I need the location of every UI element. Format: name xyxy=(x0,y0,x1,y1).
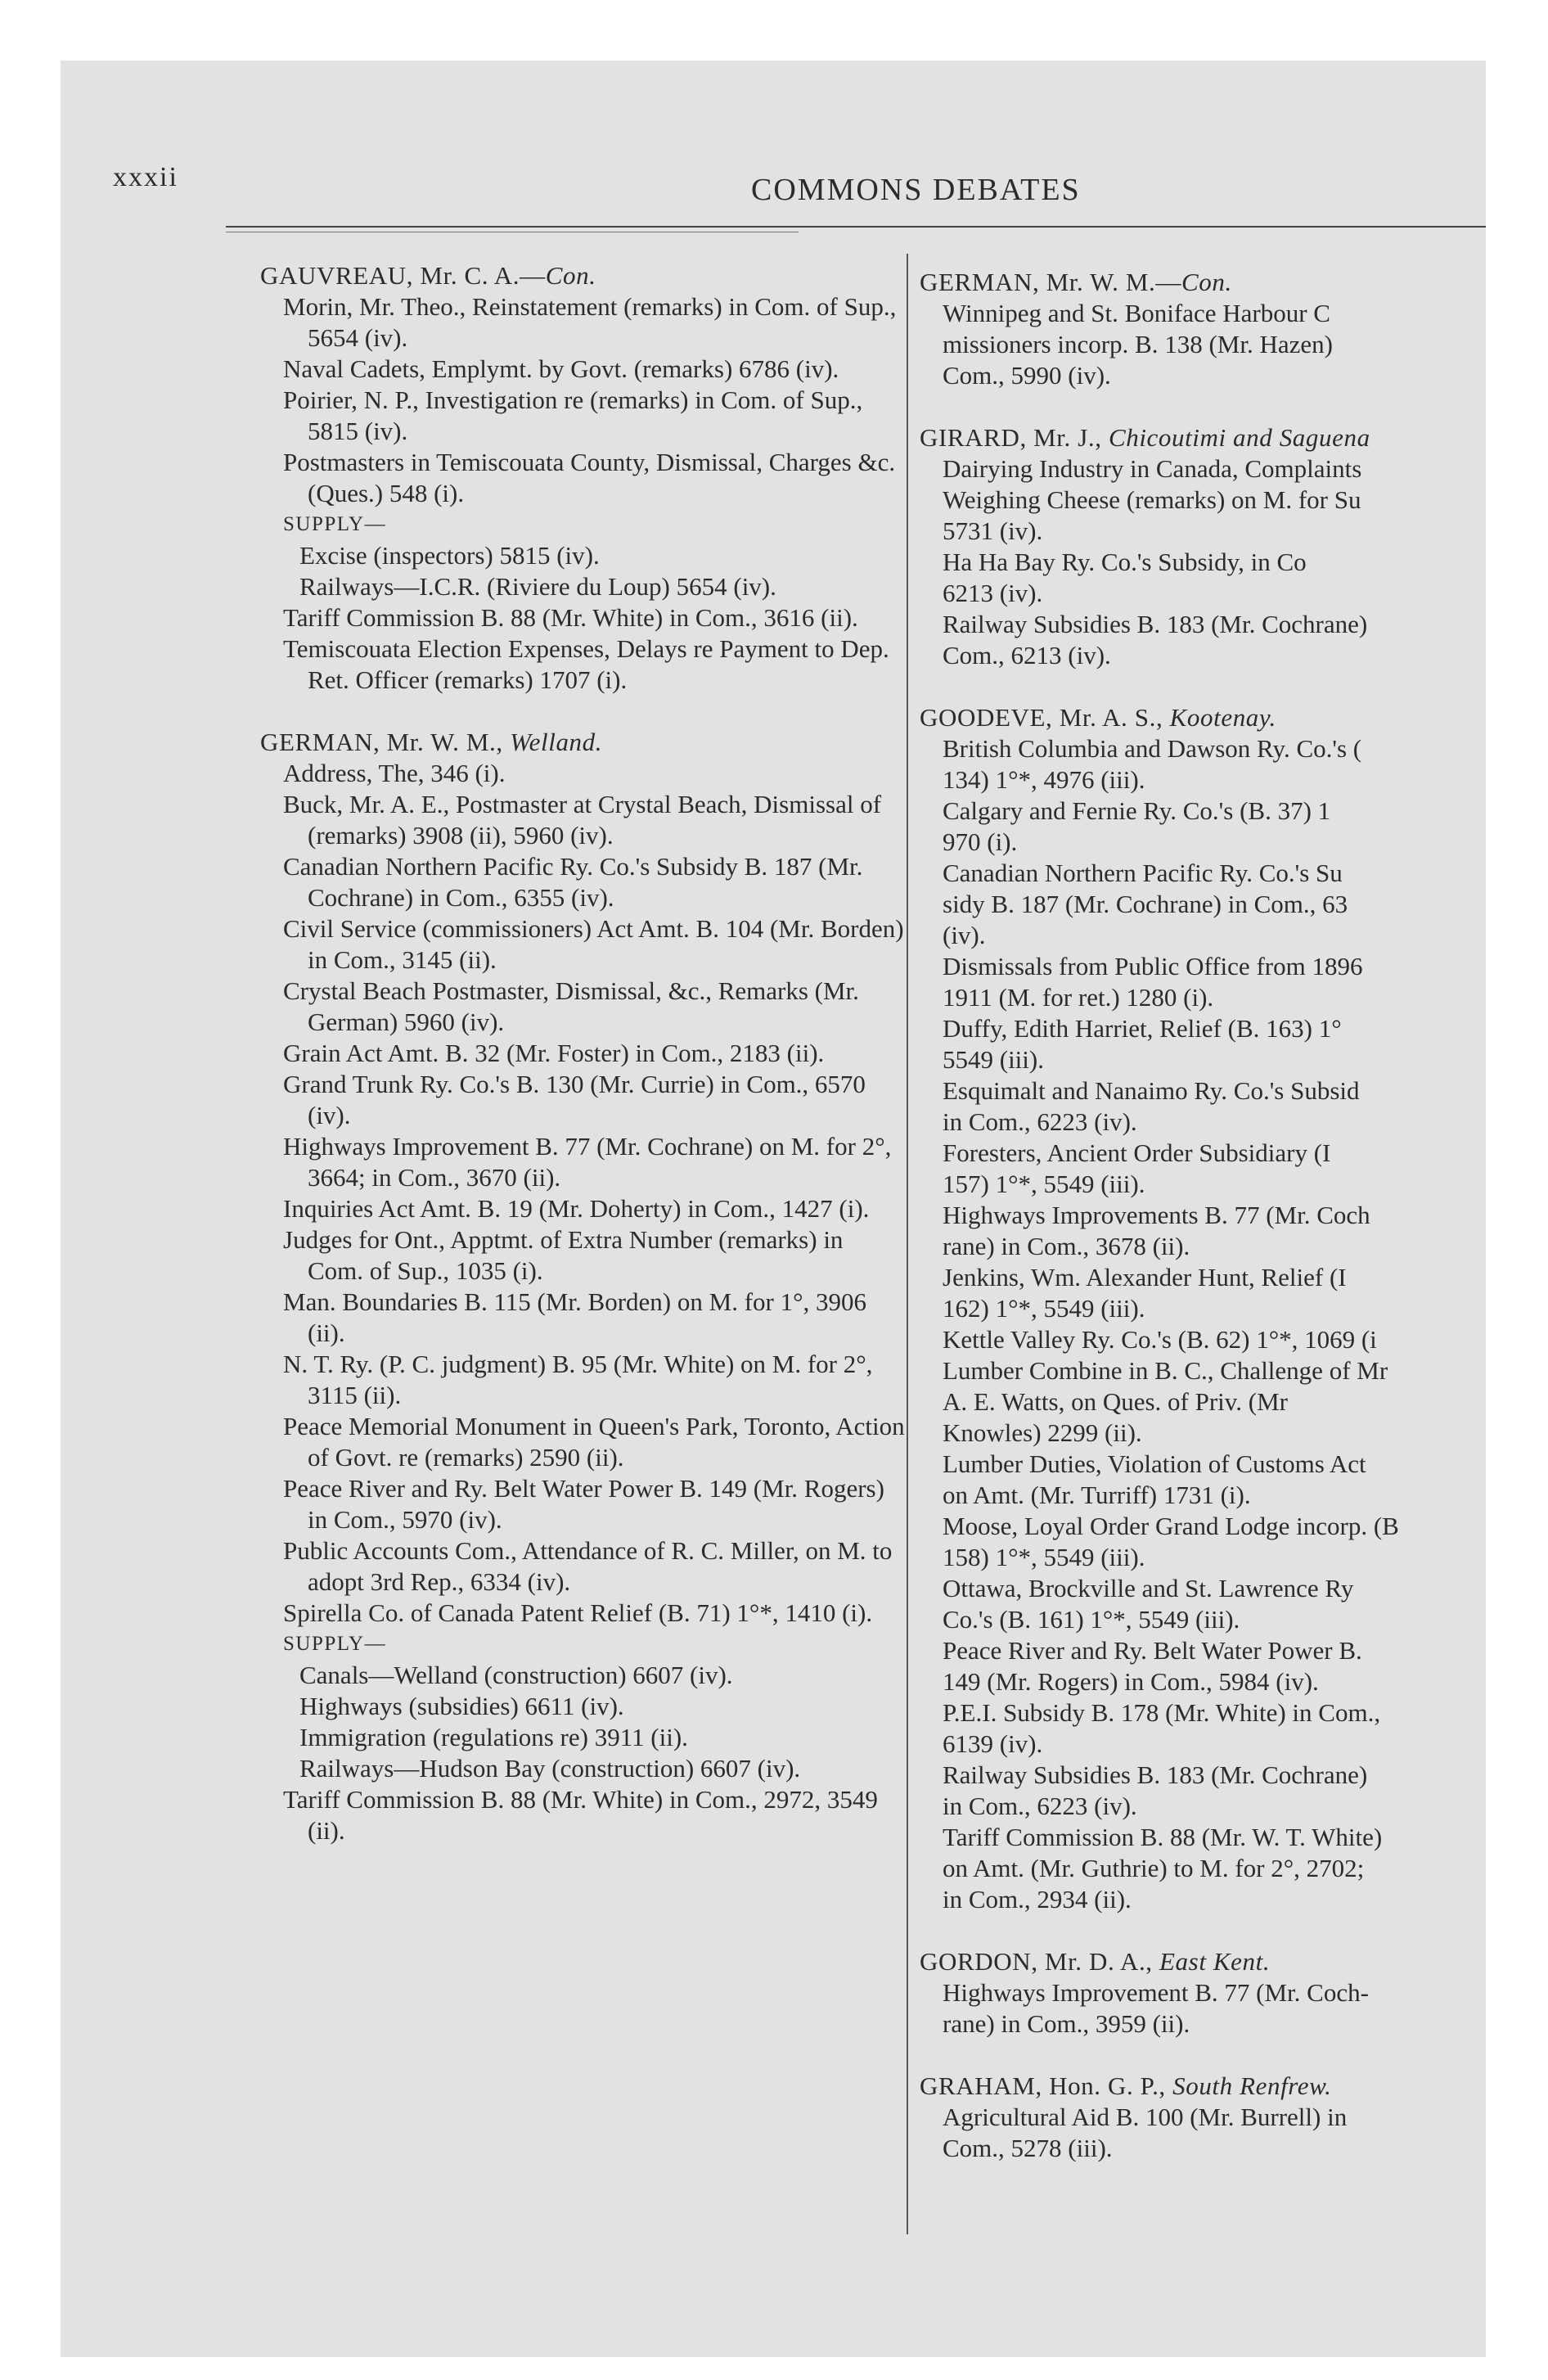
index-item: 5549 (iii). xyxy=(943,1045,1044,1074)
member-heading xyxy=(920,422,1486,453)
index-item: 149 (Mr. Rogers) in Com., 5984 (iv). xyxy=(943,1667,1319,1696)
index-item: Winnipeg and St. Boniface Harbour C xyxy=(943,299,1330,327)
index-item: 970 (i). xyxy=(943,827,1018,856)
index-item: Railway Subsidies B. 183 (Mr. Cochrane) xyxy=(943,1760,1368,1789)
member-heading xyxy=(260,260,905,291)
index-entry xyxy=(920,422,1486,671)
index-item: Tariff Commission B. 88 (Mr. W. T. White) xyxy=(943,1823,1383,1851)
member-constituency: Con. xyxy=(545,261,596,290)
index-item: Civil Service (commissioners) Act Amt. B. 104 (Mr. Borden) in Com., 3145 (ii). xyxy=(283,914,904,974)
supply-item: Railways—Hudson Bay (construction) 6607 (iv). xyxy=(299,1754,801,1783)
index-item: Highways Improvement B. 77 (Mr. Cochrane) on M. for 2°, 3664; in Com., 3670 (ii). xyxy=(283,1132,892,1192)
index-item: Highways Improvement B. 77 (Mr. Coch- xyxy=(943,1978,1369,2007)
left-column xyxy=(260,260,905,2290)
member-constituency: Con. xyxy=(1181,268,1232,296)
index-item: Public Accounts Com., Attendance of R. C. Miller, on M. to adopt 3rd Rep., 6334 (iv). xyxy=(283,1536,893,1596)
index-item: Canadian Northern Pacific Ry. Co.'s Su xyxy=(943,859,1343,887)
index-item: sidy B. 187 (Mr. Cochrane) in Com., 63 xyxy=(943,890,1348,918)
index-item: Lumber Combine in B. C., Challenge of Mr xyxy=(943,1356,1388,1385)
member-heading xyxy=(920,702,1486,733)
index-item: Peace River and Ry. Belt Water Power B. xyxy=(943,1636,1362,1665)
member-heading xyxy=(920,1946,1486,1977)
index-item: N. T. Ry. (P. C. judgment) B. 95 (Mr. White) on M. for 2°, 3115 (ii). xyxy=(283,1350,873,1409)
supply-subheading: SUPPLY— xyxy=(283,1633,387,1655)
index-item: 157) 1°*, 5549 (iii). xyxy=(943,1170,1145,1198)
index-item: in Com., 2934 (ii). xyxy=(943,1885,1132,1913)
index-item: on Amt. (Mr. Turriff) 1731 (i). xyxy=(943,1481,1251,1509)
index-item: Peace Memorial Monument in Queen's Park, Toronto, Action of Govt. re (remarks) 2590 (ii). xyxy=(283,1412,905,1472)
index-item: Postmasters in Temiscouata County, Dismissal, Charges &c. (Ques.) 548 (i). xyxy=(283,448,896,507)
index-item: 162) 1°*, 5549 (iii). xyxy=(943,1294,1145,1323)
index-item: Kettle Valley Ry. Co.'s (B. 62) 1°*, 1069 (i xyxy=(943,1325,1377,1354)
index-item: 6213 (iv). xyxy=(943,579,1043,607)
index-item: Grand Trunk Ry. Co.'s B. 130 (Mr. Currie) in Com., 6570 (iv). xyxy=(283,1070,866,1129)
index-item: Com., 5278 (iii). xyxy=(943,2134,1113,2162)
index-item: Highways Improvements B. 77 (Mr. Coch xyxy=(943,1201,1370,1229)
member-constituency: East Kent. xyxy=(1159,1947,1271,1976)
supply-item: Immigration (regulations re) 3911 (ii). xyxy=(299,1723,688,1751)
supply-item: Highways (subsidies) 6611 (iv). xyxy=(299,1692,624,1720)
member-name: GOODEVE, Mr. A. S., xyxy=(920,703,1170,732)
running-head-title: COMMONS DEBATES xyxy=(751,173,1081,207)
member-name: GERMAN, Mr. W. M., xyxy=(260,728,511,756)
index-entry xyxy=(260,260,905,696)
member-name: GIRARD, Mr. J., xyxy=(920,423,1109,452)
index-item: Judges for Ont., Apptmt. of Extra Number (remarks) in Com. of Sup., 1035 (i). xyxy=(283,1225,844,1285)
index-item: Inquiries Act Amt. B. 19 (Mr. Doherty) in Com., 1427 (i). xyxy=(283,1194,870,1223)
index-item: in Com., 6223 (iv). xyxy=(943,1107,1137,1136)
index-item: Man. Boundaries B. 115 (Mr. Borden) on M. for 1°, 3906 (ii). xyxy=(283,1287,866,1347)
index-item: Ottawa, Brockville and St. Lawrence Ry xyxy=(943,1574,1354,1602)
index-item: Grain Act Amt. B. 32 (Mr. Foster) in Com., 2183 (ii). xyxy=(283,1039,825,1067)
index-item: 1911 (M. for ret.) 1280 (i). xyxy=(943,983,1214,1012)
index-item: 134) 1°*, 4976 (iii). xyxy=(943,765,1145,794)
supply-item: Excise (inspectors) 5815 (iv). xyxy=(299,541,600,570)
index-item: Spirella Co. of Canada Patent Relief (B. 71) 1°*, 1410 (i). xyxy=(283,1598,873,1627)
index-item: Ha Ha Bay Ry. Co.'s Subsidy, in Co xyxy=(943,548,1307,576)
index-item: Poirier, N. P., Investigation re (remarks) in Com. of Sup., 5815 (iv). xyxy=(283,385,863,445)
member-constituency: South Renfrew. xyxy=(1172,2071,1332,2100)
member-heading xyxy=(920,267,1486,298)
member-name: GAUVREAU, Mr. C. A.— xyxy=(260,261,546,290)
index-item: Com., 6213 (iv). xyxy=(943,641,1111,669)
index-item: Foresters, Ancient Order Subsidiary (I xyxy=(943,1138,1331,1167)
index-item: Weighing Cheese (remarks) on M. for Su xyxy=(943,485,1361,514)
index-item: 5731 (iv). xyxy=(943,516,1043,545)
index-item: Com., 5990 (iv). xyxy=(943,361,1111,390)
right-column xyxy=(905,267,1486,2264)
index-item: Lumber Duties, Violation of Customs Act xyxy=(943,1449,1366,1478)
index-item: 158) 1°*, 5549 (iii). xyxy=(943,1543,1145,1571)
index-item: Co.'s (B. 161) 1°*, 5549 (iii). xyxy=(943,1605,1240,1634)
index-item: 6139 (iv). xyxy=(943,1729,1043,1758)
index-entry xyxy=(260,727,905,1846)
index-item: Dismissals from Public Office from 1896 xyxy=(943,952,1363,980)
member-heading xyxy=(260,727,905,758)
index-entry xyxy=(920,1946,1486,2040)
supply-subheading: SUPPLY— xyxy=(283,513,387,535)
index-item: rane) in Com., 3678 (ii). xyxy=(943,1232,1190,1260)
supply-item: Railways—I.C.R. (Riviere du Loup) 5654 (iv). xyxy=(299,572,776,601)
index-item: on Amt. (Mr. Guthrie) to M. for 2°, 2702; xyxy=(943,1854,1365,1882)
index-item: A. E. Watts, on Ques. of Priv. (Mr xyxy=(943,1387,1288,1416)
index-item: Crystal Beach Postmaster, Dismissal, &c., Remarks (Mr. German) 5960 (iv). xyxy=(283,976,859,1036)
index-item: Dairying Industry in Canada, Complaints xyxy=(943,454,1362,483)
member-constituency: Welland. xyxy=(510,728,603,756)
page-number: xxxii xyxy=(113,162,178,192)
member-heading xyxy=(920,2071,1486,2102)
member-name: GORDON, Mr. D. A., xyxy=(920,1947,1160,1976)
index-item: Duffy, Edith Harriet, Relief (B. 163) 1° xyxy=(943,1014,1342,1043)
index-item: Tariff Commission B. 88 (Mr. White) in Com., 2972, 3549 (ii). xyxy=(283,1785,878,1845)
index-item: Moose, Loyal Order Grand Lodge incorp. (B xyxy=(943,1512,1399,1540)
supply-item: Canals—Welland (construction) 6607 (iv). xyxy=(299,1661,733,1689)
index-item: missioners incorp. B. 138 (Mr. Hazen) xyxy=(943,330,1333,358)
index-item: Agricultural Aid B. 100 (Mr. Burrell) in xyxy=(943,2103,1348,2131)
index-entry xyxy=(920,702,1486,1915)
index-item: in Com., 6223 (iv). xyxy=(943,1792,1137,1820)
index-item: P.E.I. Subsidy B. 178 (Mr. White) in Com., xyxy=(943,1698,1381,1727)
index-item: Calgary and Fernie Ry. Co.'s (B. 37) 1 xyxy=(943,796,1331,825)
index-item: Address, The, 346 (i). xyxy=(283,759,506,787)
index-item: Peace River and Ry. Belt Water Power B. 149 (Mr. Rogers) in Com., 5970 (iv). xyxy=(283,1474,884,1534)
index-item: Esquimalt and Nanaimo Ry. Co.'s Subsid xyxy=(943,1076,1360,1105)
index-item: Tariff Commission B. 88 (Mr. White) in Com., 3616 (ii). xyxy=(283,603,858,632)
index-entry xyxy=(920,267,1486,391)
member-constituency: Chicoutimi and Saguena xyxy=(1108,423,1370,452)
index-item: Morin, Mr. Theo., Reinstatement (remarks) in Com. of Sup., 5654 (iv). xyxy=(283,292,897,352)
index-item: Canadian Northern Pacific Ry. Co.'s Subsidy B. 187 (Mr. Cochrane) in Com., 6355 (iv). xyxy=(283,852,863,912)
header-rule xyxy=(226,226,1486,228)
member-constituency: Kootenay. xyxy=(1169,703,1276,732)
index-item: Temiscouata Election Expenses, Delays re Payment to Dep. Ret. Officer (remarks) 1707 (i). xyxy=(283,634,889,694)
index-entry xyxy=(920,2071,1486,2164)
index-item: British Columbia and Dawson Ry. Co.'s ( xyxy=(943,734,1362,763)
index-item: Jenkins, Wm. Alexander Hunt, Relief (I xyxy=(943,1263,1347,1291)
index-item: rane) in Com., 3959 (ii). xyxy=(943,2009,1190,2038)
member-name: GRAHAM, Hon. G. P., xyxy=(920,2071,1173,2100)
index-item: Buck, Mr. A. E., Postmaster at Crystal Beach, Dismissal of (remarks) 3908 (ii), 5960 (iv). xyxy=(283,790,882,850)
index-item: Knowles) 2299 (ii). xyxy=(943,1418,1142,1447)
index-item: Naval Cadets, Emplymt. by Govt. (remarks) 6786 (iv). xyxy=(283,354,839,383)
index-item: Railway Subsidies B. 183 (Mr. Cochrane) xyxy=(943,610,1368,638)
member-name: GERMAN, Mr. W. M.— xyxy=(920,268,1181,296)
index-item: (iv). xyxy=(943,921,986,949)
